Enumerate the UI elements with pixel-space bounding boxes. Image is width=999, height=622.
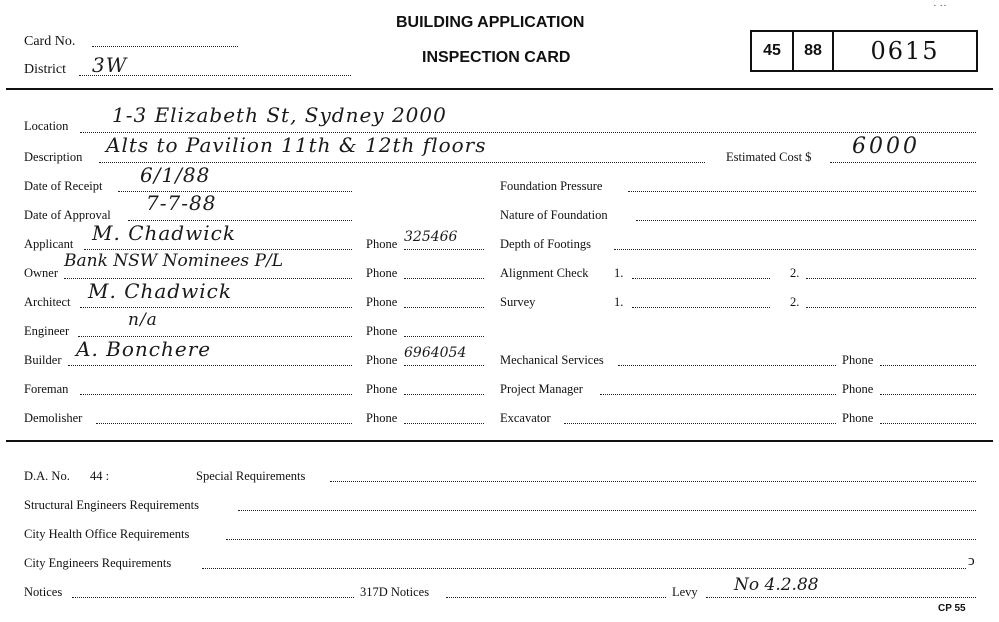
foundation-pressure-line: [628, 191, 976, 192]
architect-phone-label: Phone: [366, 295, 398, 309]
applicant-line: [84, 249, 352, 250]
title-line1: BUILDING APPLICATION: [396, 14, 585, 31]
mechanical-line: [618, 365, 836, 366]
survey-line1: [632, 307, 770, 308]
nature-foundation-label: Nature of Foundation: [500, 208, 608, 222]
special-req-line: [330, 481, 976, 482]
demolisher-phone-line: [404, 423, 484, 424]
form-code: CP 55: [938, 603, 966, 614]
demolisher-label: Demolisher: [24, 411, 83, 425]
architect-value: M. Chadwick: [88, 279, 232, 303]
date-receipt-label: Date of Receipt: [24, 179, 103, 193]
depth-footings-line: [614, 249, 976, 250]
location-value: 1-3 Elizabeth St, Sydney 2000: [112, 103, 447, 127]
engineer-phone-line: [404, 336, 484, 337]
district-value: 3W: [92, 53, 128, 77]
card-no-label: Card No.: [24, 34, 76, 49]
city-eng-label: City Engineers Requirements: [24, 556, 172, 570]
levy-label: Levy: [672, 585, 698, 599]
nature-foundation-line: [636, 220, 976, 221]
health-label: City Health Office Requirements: [24, 527, 190, 541]
architect-phone-line: [404, 307, 484, 308]
foreman-line: [80, 394, 352, 395]
notices-317d-label: 317D Notices: [360, 585, 430, 599]
card-number-part1: 45: [752, 32, 794, 70]
alignment-num2: 2.: [790, 266, 800, 280]
applicant-phone-line: [404, 249, 484, 250]
da-no-value: 44 :: [90, 469, 110, 483]
card-number-box: [750, 30, 978, 72]
architect-line: [80, 307, 352, 308]
card-no-line: [92, 46, 238, 47]
alignment-line2: [806, 278, 976, 279]
survey-num2: 2.: [790, 295, 800, 309]
alignment-line1: [632, 278, 770, 279]
excavator-line: [564, 423, 836, 424]
survey-num1: 1.: [614, 295, 624, 309]
excavator-phone-line: [880, 423, 976, 424]
engineer-value: n/a: [128, 310, 158, 330]
project-manager-line: [600, 394, 836, 395]
builder-phone-value: 6964054: [404, 345, 467, 361]
city-eng-line: [202, 568, 966, 569]
foreman-phone-line: [404, 394, 484, 395]
demolisher-line: [96, 423, 352, 424]
alignment-num1: 1.: [614, 266, 624, 280]
alignment-check-label: Alignment Check: [500, 266, 589, 280]
project-manager-label: Project Manager: [500, 382, 583, 396]
foreman-phone-label: Phone: [366, 382, 398, 396]
applicant-label: Applicant: [24, 237, 74, 251]
mechanical-label: Mechanical Services: [500, 353, 604, 367]
demolisher-phone-label: Phone: [366, 411, 398, 425]
middle-rule: [6, 440, 993, 442]
owner-phone-line: [404, 278, 484, 279]
engineer-phone-label: Phone: [366, 324, 398, 338]
depth-footings-label: Depth of Footings: [500, 237, 591, 251]
owner-value: Bank NSW Nominees P/L: [64, 251, 283, 271]
notices-317d-line: [446, 597, 666, 598]
applicant-phone-value: 325466: [404, 229, 458, 245]
foundation-pressure-label: Foundation Pressure: [500, 179, 603, 193]
applicant-value: M. Chadwick: [92, 221, 236, 245]
builder-label: Builder: [24, 353, 62, 367]
builder-phone-line: [404, 365, 484, 366]
location-label: Location: [24, 119, 69, 133]
foreman-label: Foreman: [24, 382, 69, 396]
da-no-label: D.A. No.: [24, 469, 70, 483]
description-label: Description: [24, 150, 83, 164]
builder-line: [68, 365, 352, 366]
date-approval-value: 7-7-88: [146, 191, 217, 215]
estimated-cost-label: Estimated Cost $: [726, 150, 812, 164]
levy-value: No 4.2.88: [734, 575, 819, 595]
corner-marks: · ··: [933, 0, 947, 12]
project-manager-phone-label: Phone: [842, 382, 874, 396]
header-rule: [6, 88, 993, 90]
excavator-phone-label: Phone: [842, 411, 874, 425]
engineer-label: Engineer: [24, 324, 70, 338]
notices-label: Notices: [24, 585, 63, 599]
applicant-phone-label: Phone: [366, 237, 398, 251]
punch-mark-icon: ↄ: [968, 553, 975, 569]
date-receipt-value: 6/1/88: [140, 163, 211, 187]
mechanical-phone-label: Phone: [842, 353, 874, 367]
builder-phone-label: Phone: [366, 353, 398, 367]
mechanical-phone-line: [880, 365, 976, 366]
excavator-label: Excavator: [500, 411, 551, 425]
date-approval-label: Date of Approval: [24, 208, 111, 222]
owner-phone-label: Phone: [366, 266, 398, 280]
architect-label: Architect: [24, 295, 71, 309]
estimated-cost-value: 6000: [852, 134, 920, 159]
district-label: District: [24, 62, 66, 77]
special-req-label: Special Requirements: [196, 469, 306, 483]
builder-value: A. Bonchere: [76, 337, 212, 361]
survey-line2: [806, 307, 976, 308]
estimated-cost-line: [830, 162, 976, 163]
card-number-part3: 0615: [870, 37, 940, 65]
notices-line: [72, 597, 354, 598]
structural-label: Structural Engineers Requirements: [24, 498, 199, 512]
card-number-part2: 88: [794, 32, 834, 70]
description-value: Alts to Pavilion 11th & 12th floors: [106, 133, 487, 157]
project-manager-phone-line: [880, 394, 976, 395]
health-line: [226, 539, 976, 540]
owner-label: Owner: [24, 266, 59, 280]
survey-label: Survey: [500, 295, 536, 309]
levy-line: [706, 597, 976, 598]
structural-line: [238, 510, 976, 511]
title-line2: INSPECTION CARD: [422, 49, 571, 66]
